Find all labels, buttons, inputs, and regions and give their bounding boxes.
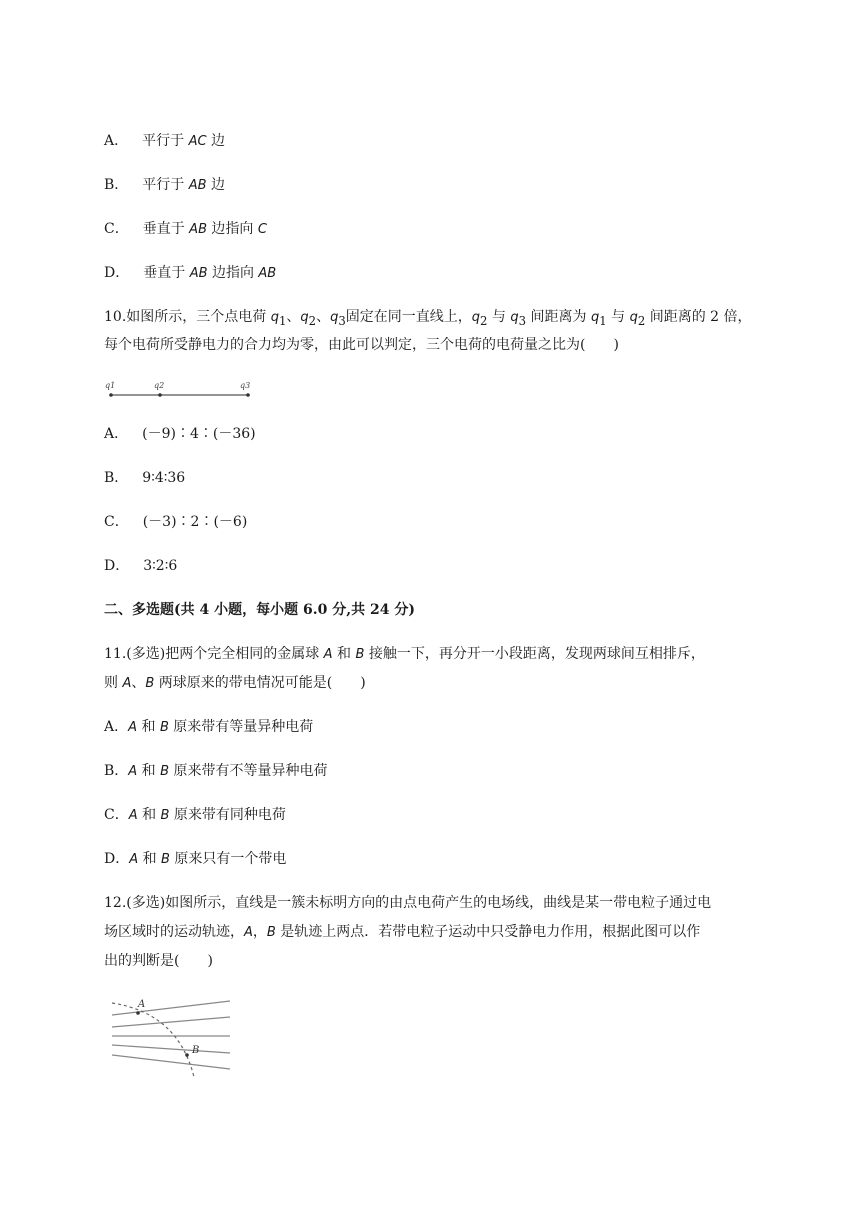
q12-stem-line-3: 出的判断是( ) (104, 953, 213, 969)
q11-option-d[interactable]: D．A 和 B 原来只有一个带电 (104, 851, 287, 867)
q12-field-lines-figure (108, 993, 236, 1083)
q10-stem-line-2: 每个电荷所受静电力的合力均为零，由此可以判定，三个电荷的电荷量之比为( ) (104, 337, 619, 353)
q10-option-a[interactable]: A． (－9)∶4∶(－36) (104, 426, 256, 442)
q1-point (109, 393, 113, 397)
q10-charges-figure (100, 378, 260, 402)
q11-stem-line-1: 11.(多选)把两个完全相同的金属球 A 和 B 接触一下，再分开一小段距离，发现两球间互相排斥， (104, 646, 705, 662)
field-line (112, 1017, 230, 1027)
q9-option-c[interactable]: C． 垂直于 AB 边指向 C (104, 221, 267, 237)
q10-stem-line-1: 10.如图所示，三个点电荷 $q_1$、$q_2$、$q_3$固定在同一直线上，$q_2$ 与 $q_3$ 间距离为 $q_1$ 与 $q_2$ 间距离的 2 倍， (104, 309, 752, 328)
q10-option-b[interactable]: B． 9∶4∶36 (104, 470, 186, 486)
q12-stem-line-1: 12.(多选)如图所示，直线是一簇未标明方向的由点电荷产生的电场线，曲线是某一带电粒子通过电 (104, 895, 712, 911)
q10-option-c[interactable]: C． (－3)∶2∶(－6) (104, 514, 248, 530)
q10-option-d[interactable]: D． 3∶2∶6 (104, 558, 178, 574)
q2-label: q2 (154, 381, 165, 390)
q1-label: q1 (105, 381, 116, 390)
q11-option-b[interactable]: B．A 和 B 原来带有不等量异种电荷 (104, 763, 328, 779)
point-b-label: B (192, 1045, 200, 1056)
q11-stem-line-2: 则 A、B 两球原来的带电情况可能是( ) (104, 675, 366, 691)
section-heading-multi-choice: 二、多选题(共 4 小题，每小题 6.0 分,共 24 分) (104, 602, 415, 618)
field-line (112, 1055, 230, 1069)
field-line (112, 1045, 230, 1053)
q11-option-c[interactable]: C．A 和 B 原来带有同种电荷 (104, 807, 286, 823)
q2-point (158, 393, 162, 397)
q12-stem-line-2: 场区域时的运动轨迹，A，B 是轨迹上两点．若带电粒子运动中只受静电力作用，根据此图可以作 (104, 924, 701, 940)
point-b (185, 1053, 189, 1057)
point-a (136, 1011, 140, 1015)
q11-option-a[interactable]: A．A 和 B 原来带有等量异种电荷 (104, 719, 314, 735)
q9-option-d[interactable]: D． 垂直于 AB 边指向 AB (104, 265, 277, 281)
field-line (112, 1001, 230, 1015)
point-a-label: A (138, 999, 146, 1010)
q3-label: q3 (240, 381, 251, 390)
q9-option-a[interactable]: A． 平行于 AC 边 (104, 133, 226, 149)
q3-point (246, 393, 250, 397)
q9-option-b[interactable]: B． 平行于 AB 边 (104, 177, 226, 193)
